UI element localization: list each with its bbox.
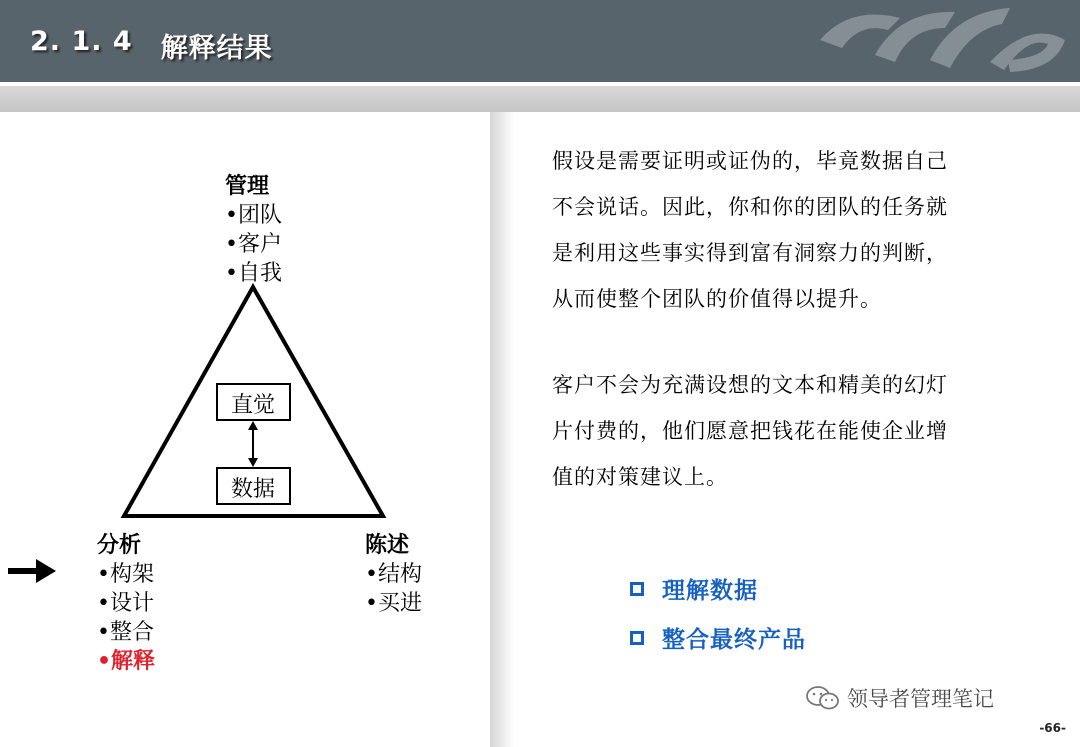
panel-divider xyxy=(490,112,514,747)
bullet-item xyxy=(630,621,806,654)
management-heading: 管理 xyxy=(225,174,270,199)
pointer-arrow-head xyxy=(36,559,56,583)
paragraph-line: 假设是需要证明或证伪的，毕竟数据自己 xyxy=(552,149,948,173)
wechat-icon xyxy=(805,685,841,711)
decorative-logo-graphic xyxy=(780,0,1080,82)
presentation-item: •买进 xyxy=(365,591,422,616)
section-number: 2. 1. 4 xyxy=(30,26,133,57)
intuition-label: 直觉 xyxy=(230,393,275,418)
paragraph-line: 从而使整个团队的价值得以提升。 xyxy=(552,287,882,311)
arrow-down-head xyxy=(248,458,258,467)
presentation-item: •结构 xyxy=(365,562,422,587)
analysis-item-highlight: •解释 xyxy=(97,649,156,674)
analysis-item: •整合 xyxy=(97,620,154,645)
paragraph-1 xyxy=(552,138,1012,322)
paragraph-line: 值的对策建议上。 xyxy=(552,465,728,489)
page-number: -66- xyxy=(1039,721,1066,735)
analysis-item: •构架 xyxy=(97,562,154,587)
bullet-item xyxy=(630,572,758,605)
paragraph-line: 片付费的，他们愿意把钱花在能使企业增 xyxy=(552,419,948,443)
management-item: •自我 xyxy=(225,261,282,286)
watermark-text: 领导者管理笔记 xyxy=(847,687,994,711)
management-item: •团队 xyxy=(225,203,282,228)
management-group xyxy=(225,172,282,288)
analysis-group xyxy=(97,531,155,676)
analysis-item: •设计 xyxy=(97,591,154,616)
bullet-label: 整合最终产品 xyxy=(662,627,806,653)
paragraph-line: 是利用这些事实得到富有洞察力的判断， xyxy=(552,241,948,265)
data-label: 数据 xyxy=(230,477,275,502)
paragraph-line: 客户不会为充满设想的文本和精美的幻灯 xyxy=(552,373,948,397)
paragraph-line: 不会说话。因此，你和你的团队的任务就 xyxy=(552,195,948,219)
watermark xyxy=(805,683,994,713)
triangle-diagram xyxy=(0,0,490,747)
paragraph-2 xyxy=(552,362,1012,500)
arrow-up-head xyxy=(248,421,258,430)
bullet-label: 理解数据 xyxy=(662,578,758,604)
presentation-group xyxy=(365,531,422,618)
analysis-heading: 分析 xyxy=(97,533,142,558)
square-bullet-icon xyxy=(630,631,644,645)
square-bullet-icon xyxy=(630,582,644,596)
pointer-arrow-shaft xyxy=(8,568,38,574)
management-item: •客户 xyxy=(225,232,282,257)
presentation-heading: 陈述 xyxy=(365,533,410,558)
section-title: 解释结果 xyxy=(160,33,273,64)
